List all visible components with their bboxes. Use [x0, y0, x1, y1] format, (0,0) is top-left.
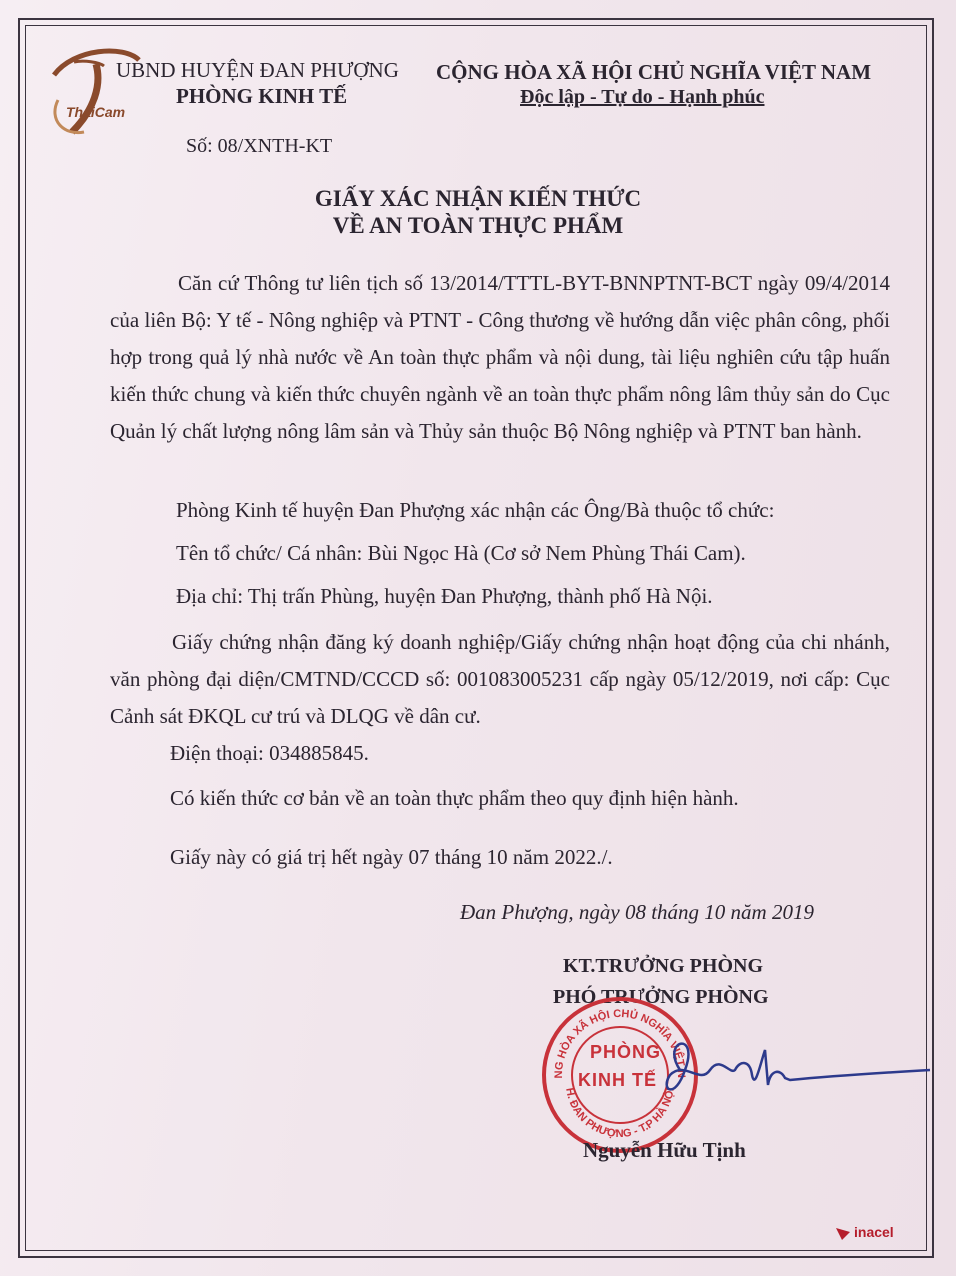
watermark-bird-icon [836, 1224, 854, 1242]
company-logo [44, 40, 144, 140]
stamp-ring-top-text: NG HÒA XÃ HỘI CHỦ NGHĨA VIỆT N [552, 1007, 688, 1079]
signature-icon [640, 1030, 940, 1110]
knowledge-statement: Có kiến thức cơ bản về an toàn thực phẩm theo quy định hiện hành. [170, 786, 739, 810]
confirmation-intro: Phòng Kinh tế huyện Đan Phượng xác nhận các Ông/Bà thuộc tổ chức: [176, 498, 775, 522]
stamp-line1: PHÒNG [590, 1042, 662, 1062]
validity-statement: Giấy này có giá trị hết ngày 07 tháng 10 năm 2022./. [170, 845, 613, 869]
signer-role-primary: KT.TRƯỞNG PHÒNG [563, 955, 763, 977]
document-number: Số: 08/XNTH-KT [186, 135, 333, 157]
national-motto: Độc lập - Tự do - Hạnh phúc [520, 86, 765, 108]
organization-address: Địa chỉ: Thị trấn Phùng, huyện Đan Phượng, thành phố Hà Nội. [176, 584, 713, 608]
signer-name: Nguyễn Hữu Tịnh [583, 1138, 746, 1162]
issuing-department: PHÒNG KINH TẾ [176, 84, 348, 108]
place-and-date: Đan Phượng, ngày 08 tháng 10 năm 2019 [460, 900, 814, 924]
logo-swoosh-icon [44, 40, 144, 140]
handwritten-signature [640, 1030, 940, 1110]
issuing-agency: UBND HUYỆN ĐAN PHƯỢNG [116, 58, 399, 82]
document-title-line2: VỀ AN TOÀN THỰC PHẨM [332, 213, 624, 238]
watermark-logo [836, 1222, 916, 1246]
stamp-line2: KINH TẾ [578, 1070, 657, 1090]
logo-text: ThaiCam [66, 104, 126, 120]
organization-name: Tên tổ chức/ Cá nhân: Bùi Ngọc Hà (Cơ sở Nem Phùng Thái Cam). [176, 541, 746, 565]
signer-role-secondary: PHÓ TRƯỞNG PHÒNG [553, 986, 769, 1008]
document-title-line1: GIẤY XÁC NHẬN KIẾN THỨC [314, 186, 642, 211]
phone-number: Điện thoại: 034885845. [170, 741, 369, 765]
stamp-ring-bottom-text: H. ĐAN PHƯỢNG - T.P HÀ NỘI [563, 1086, 677, 1141]
legal-basis-paragraph: Căn cứ Thông tư liên tịch số 13/2014/TTTL-BYT-BNNPTNT-BCT ngày 09/4/2014 của liên Bộ: Y tế - Nông nghiệp và PTNT - Công thương về hướng dẫn việc phân công, phối hợp trong quả lý nhà nước về An toàn thực phẩm và nội dung, tài liệu nghiên cứu tập huấn kiến thức chung và kiến thức chuyên ngành về an toàn thực phẩm nông lâm thủy sản do Cục Quản lý chất lượng nông lâm sản và Thủy sản thuộc Bộ Nông nghiệp và PTNT ban hành. [110, 271, 890, 443]
watermark-text: inacel [854, 1224, 894, 1240]
license-paragraph: Giấy chứng nhận đăng ký doanh nghiệp/Giấy chứng nhận hoạt động của chi nhánh, văn phòng đại diện/CMTND/CCCD số: 001083005231 cấp ngày 05/12/2019, nơi cấp: Cục Cảnh sát ĐKQL cư trú và DLQG về dân cư. [110, 630, 890, 728]
country-name: CỘNG HÒA XÃ HỘI CHỦ NGHĨA VIỆT NAM [436, 60, 872, 84]
